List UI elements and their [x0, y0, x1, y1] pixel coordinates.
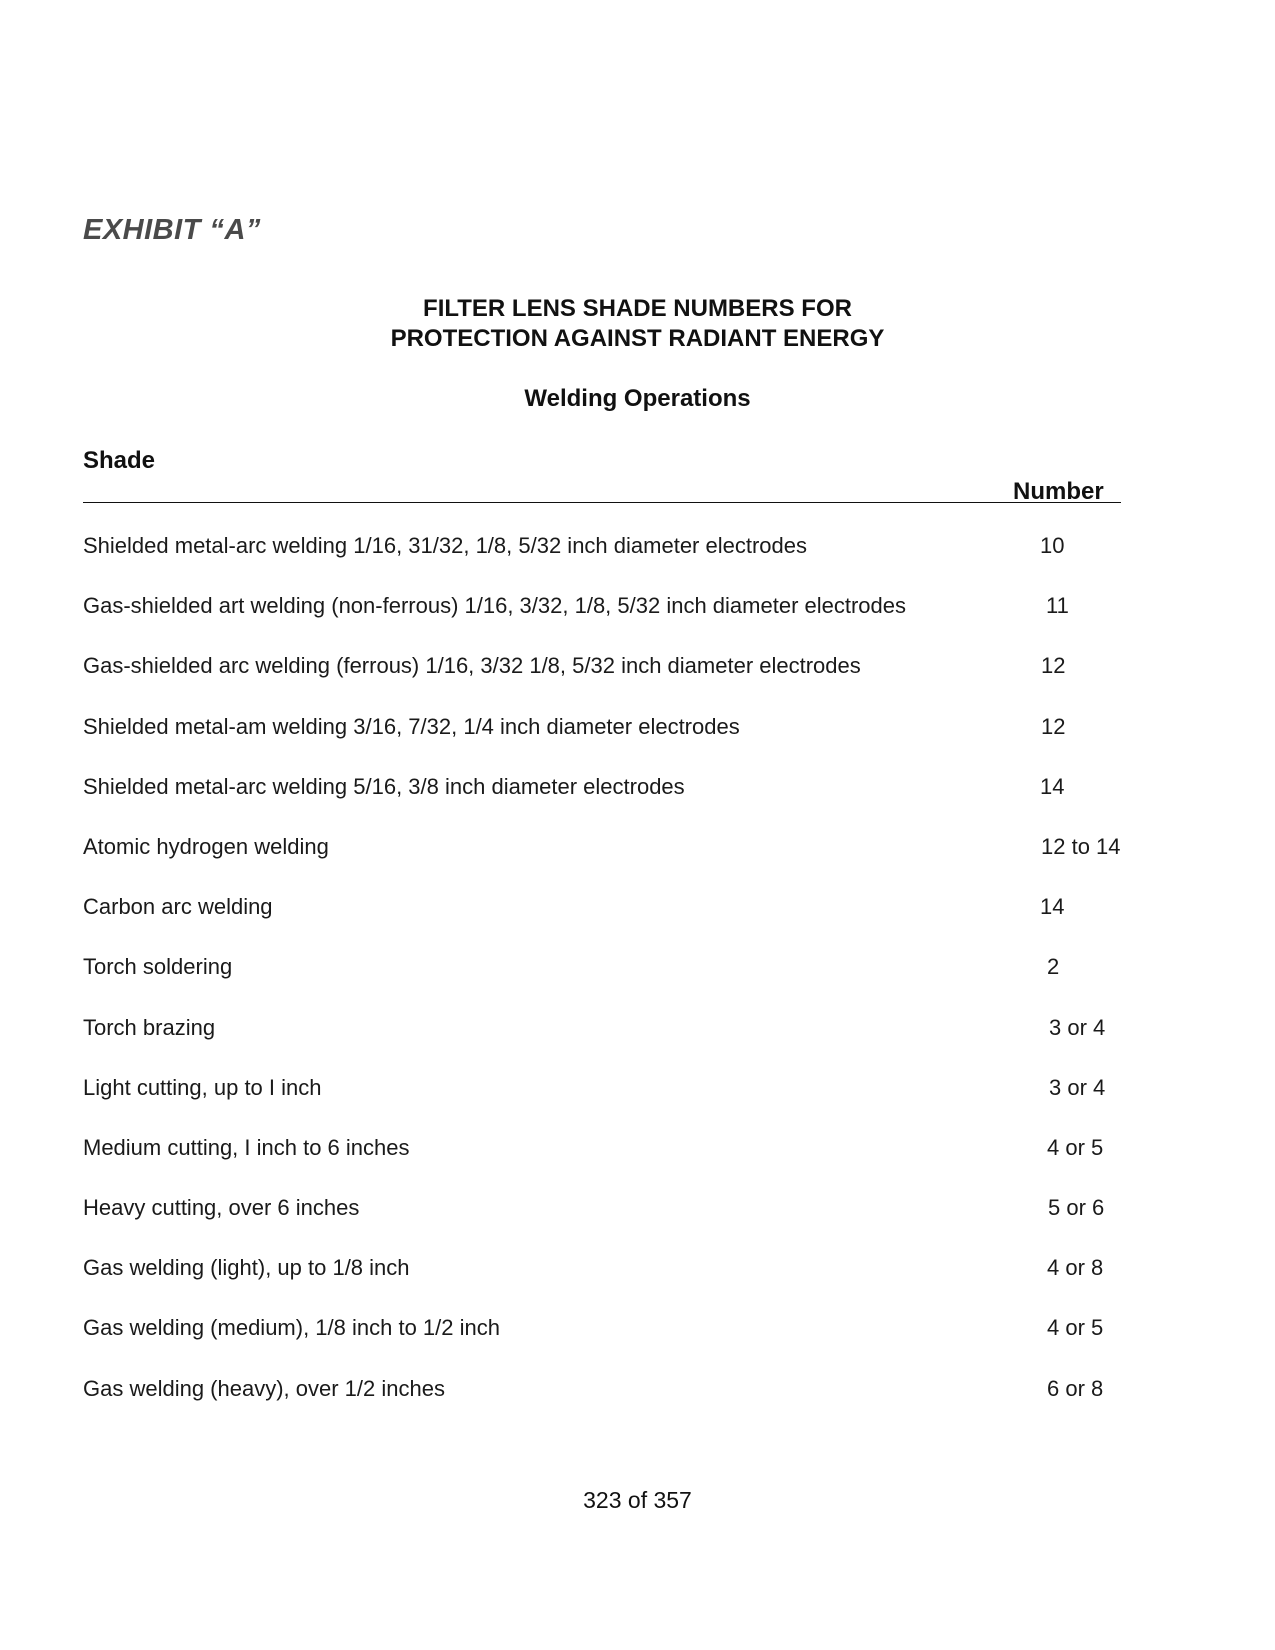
table-row: [83, 1013, 1183, 1073]
shade-number-cell: 10: [1040, 533, 1065, 558]
exhibit-label: EXHIBIT “A”: [83, 214, 261, 246]
page-number: 323 of 357: [583, 1487, 692, 1513]
operation-cell: Gas welding (medium), 1/8 inch to 1/2 inch: [83, 1315, 500, 1341]
table-row: [83, 591, 1183, 651]
shade-number-cell: 11: [1046, 593, 1069, 619]
header-divider: [83, 502, 1121, 503]
operation-cell: Torch soldering: [83, 954, 233, 980]
operation-cell: Medium cutting, I inch to 6 inches: [83, 1134, 410, 1160]
table-row: [83, 1253, 1183, 1313]
operation-cell: Gas-shielded arc welding (ferrous) 1/16, 3/32 1/8, 5/32 inch diameter electrodes: [83, 653, 861, 679]
section-subtitle: Welding Operations: [524, 385, 751, 412]
shade-number-cell: 14: [1040, 894, 1065, 920]
title-line-1: FILTER LENS SHADE NUMBERS FOR: [423, 295, 852, 322]
shade-table: [83, 531, 1183, 1434]
operation-cell: Carbon arc welding: [83, 894, 273, 920]
shade-number-cell: 4 or 5: [1047, 1315, 1104, 1341]
shade-number-cell: 4 or 5: [1047, 1134, 1104, 1160]
table-row: [83, 1313, 1183, 1373]
shade-number-cell: 12: [1041, 653, 1066, 679]
table-row: [83, 1374, 1183, 1434]
table-row: [83, 832, 1183, 892]
shade-number-cell: 14: [1040, 773, 1065, 799]
table-row: [83, 952, 1183, 1012]
operation-cell: Shielded metal-arc welding 1/16, 31/32, 1/8, 5/32 inch diameter electrodes: [83, 533, 807, 558]
table-row: [83, 712, 1183, 772]
operation-cell: Gas welding (light), up to 1/8 inch: [83, 1255, 410, 1281]
table-row: [83, 1133, 1183, 1193]
shade-number-cell: 4 or 8: [1047, 1255, 1104, 1281]
operation-cell: Shielded metal-am welding 3/16, 7/32, 1/4 inch diameter electrodes: [83, 713, 740, 739]
column-header-number: Number: [1013, 478, 1104, 505]
shade-number-cell: 5 or 6: [1048, 1195, 1105, 1221]
table-row: [83, 531, 1183, 591]
table-row: [83, 1193, 1183, 1253]
operation-cell: Heavy cutting, over 6 inches: [83, 1195, 360, 1221]
operation-cell: Gas welding (heavy), over 1/2 inches: [83, 1375, 445, 1401]
operation-cell: Gas-shielded art welding (non-ferrous) 1/16, 3/32, 1/8, 5/32 inch diameter electrodes: [83, 593, 907, 619]
operation-cell: Torch brazing: [83, 1014, 216, 1040]
document-title: [0, 294, 1275, 354]
title-line-2: PROTECTION AGAINST RADIANT ENERGY: [390, 325, 885, 352]
operation-cell: Light cutting, up to I inch: [83, 1074, 322, 1100]
column-header-shade: Shade: [83, 447, 156, 474]
operation-cell: Atomic hydrogen welding: [83, 833, 329, 859]
table-row: [83, 1073, 1183, 1133]
table-row: [83, 892, 1183, 952]
shade-number-cell: 12 to 14: [1041, 833, 1121, 859]
shade-number-cell: 12: [1041, 713, 1066, 739]
operation-cell: Shielded metal-arc welding 5/16, 3/8 inch diameter electrodes: [83, 773, 685, 799]
shade-number-cell: 3 or 4: [1049, 1014, 1106, 1040]
shade-number-cell: 2: [1047, 954, 1060, 980]
table-row: [83, 651, 1183, 711]
shade-number-cell: 6 or 8: [1047, 1375, 1104, 1401]
table-row: [83, 772, 1183, 832]
shade-number-cell: 3 or 4: [1049, 1074, 1106, 1100]
